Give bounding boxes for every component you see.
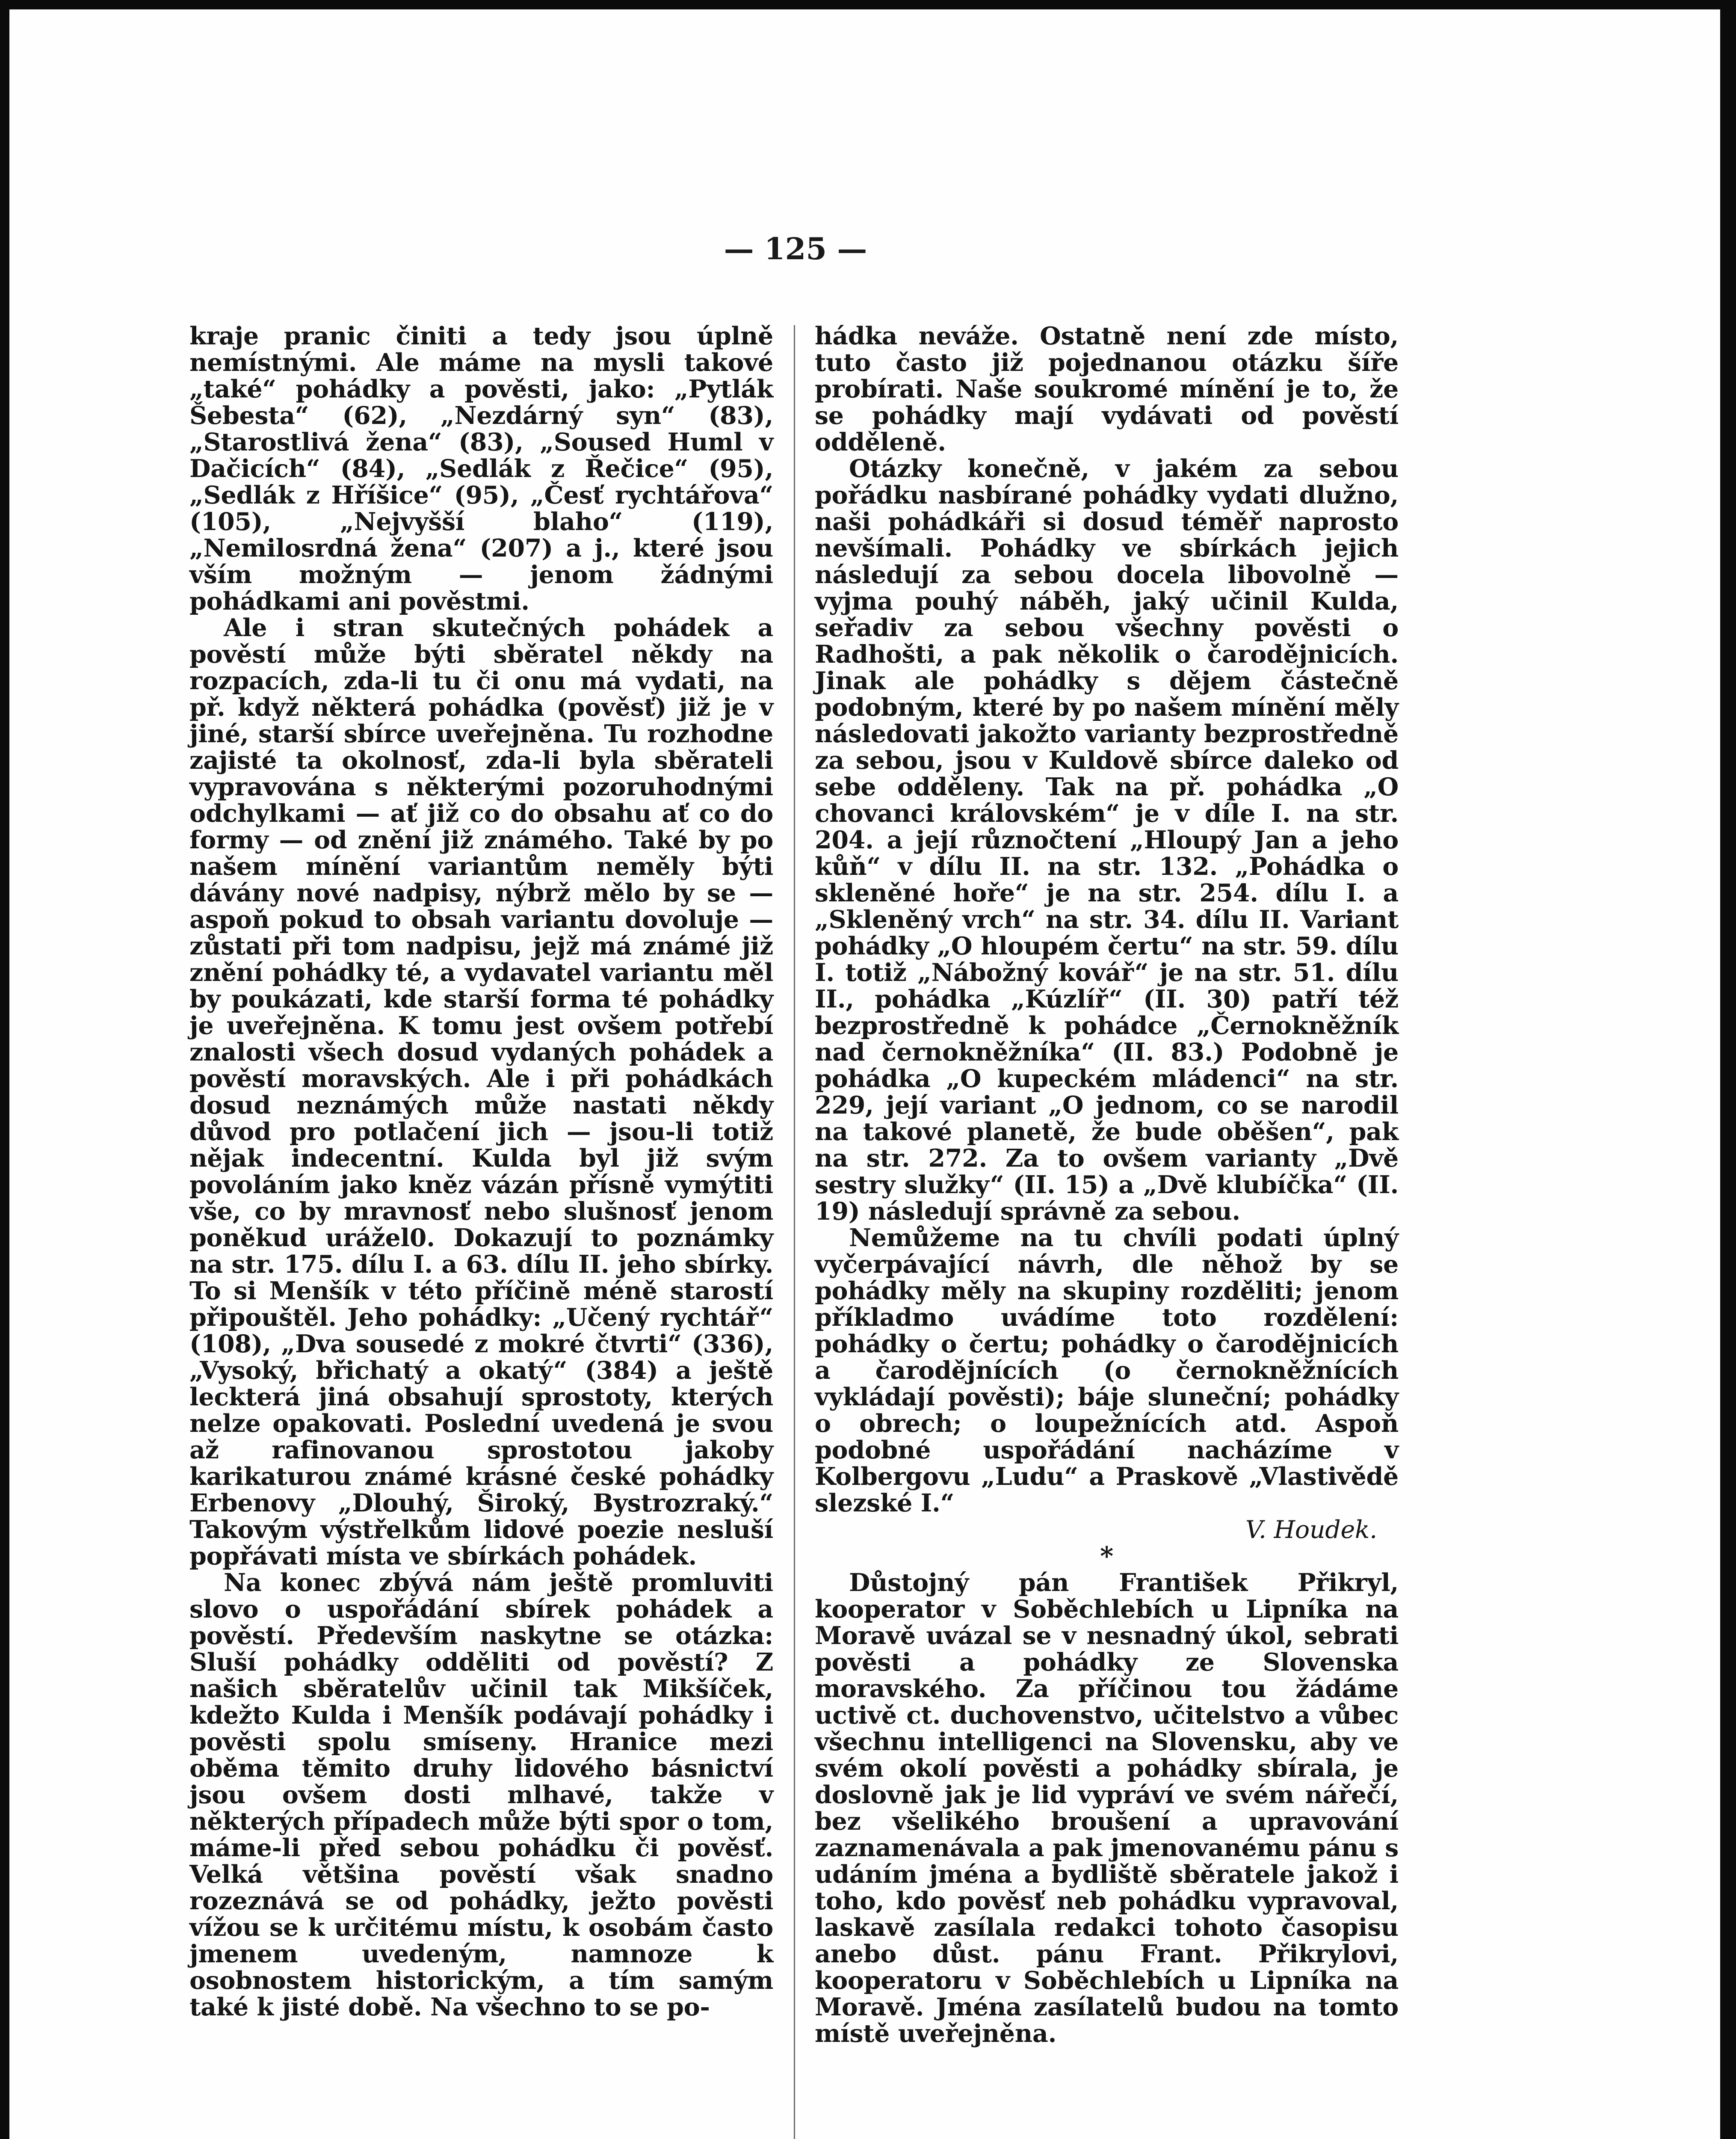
author-signature: V. Houdek. [1245,1516,1377,1544]
right-paragraph-3: Nemůžeme na tu chvíli podati úplný vyčerpávající návrh, dle něhož by se pohádky měly na skupiny rozděliti; jenom příkladmo uvádíme toto rozdělení: pohádky o čertu; pohádky o čarodějnicích a čarodějnících (o černokněžnících vykládají pověsti); báje sluneční; pohádky o obrech; o loupežnících atd. Aspoň podobné uspořádání nacházíme v Kolbergovu „Ludu“ a Praskově „Vlastivědě slezské I.“ [815,1224,1399,1517]
section-asterisk: * [1100,1541,1114,1571]
left-paragraph-3: Na konec zbývá nám ještě promluviti slovo o uspořádání sbírek pohádek a pověstí. Především naskytne se otázka: Sluší pohádky odděliti od pověstí? Z našich sběratelův učinil tak Mikšíček, kdežto Kulda i Menšík podávají pohádky i pověsti spolu smíseny. Hranice mezi oběma těmito druhy lidového básnictví jsou ovšem dosti mlhavé, takže v některých případech může býti spor o tom, máme-li před sebou pohádku či pověsť. Velká většina pověstí však snadno rozeznává se od pohádky, ježto pověsti vížou se k určitému místu, k osobám často jmenem uvedeným, namnoze k osobnostem historickým, a tím samým také k jisté době. Na všechno to se po- [189,1568,773,2021]
column-divider [794,325,795,2139]
right-column [815,323,1399,2047]
right-paragraph-2: Otázky konečně, v jakém za sebou pořádku nasbírané pohádky vydati dlužno, naši pohádkáři si dosud téměř naprosto nevšímali. Pohádky ve sbírkách jejich následují za sebou docela libovolně — vyjma pouhý náběh, jaký učinil Kulda, seřadiv za sebou všechny pověsti o Radhošti, a pak několik o čarodějnicích. Jinak ale pohádky s dějem částečně podobným, které by po našem mínění měly následovati jakožto varianty bezprostředně za sebou, jsou v Kuldově sbírce daleko od sebe odděleny. Tak na př. pohádka „O chovanci královském“ je v díle I. na str. 204. a její různočtení „Hloupý Jan a jeho kůň“ v dílu II. na str. 132. „Pohádka o skleněné hoře“ je na str. 254. dílu I. a „Skleněný vrch“ na str. 34. dílu II. Variant pohádky „O hloupém čertu“ na str. 59. dílu I. totiž „Nábožný kovář“ je na str. 51. dílu II., pohádka „Kúzlíř“ (II. 30) patří též bezprostředně k pohádce „Černokněžník nad černokněžníka“ (II. 83.) Podobně je pohádka „O kupeckém mládenci“ na str. 229, její variant „O jednom, co se narodil na takové planetě, že bude oběšen“, pak na str. 272. Za to ovšem varianty „Dvě sestry služky“ (II. 15) a „Dvě klubíčka“ (II. 19) následují správně za sebou. [815,454,1399,1226]
left-paragraph-2: Ale i stran skutečných pohádek a pověstí může býti sběratel někdy na rozpacích, zda-li tu či onu má vydati, na př. když některá pohádka (pověsť) již je v jiné, starší sbírce uveřejněna. Tu rozhodne zajisté ta okolnosť, zda-li byla sběrateli vypravována s některými pozoruhodnými odchylkami — ať již co do obsahu ať co do formy — od znění již známého. Také by po našem mínění variantům neměly býti dávány nové nadpisy, nýbrž mělo by se — aspoň pokud to obsah variantu dovoluje — zůstati při tom nadpisu, jejž má známé již znění pohádky té, a vydavatel variantu měl by poukázati, kde starší forma té pohádky je uveřejněna. K tomu jest ovšem potřebí znalosti všech dosud vydaných pohádek a pověstí moravských. Ale i při pohádkách dosud neznámých může nastati někdy důvod pro potlačení jich — jsou-li totiž nějak indecentní. Kulda byl již svým povoláním jako kněz vázán přísně vymýtiti vše, co by mravnosť nebo slušnosť jenom poněkud urážel0. Dokazují to poznámky na str. 175. dílu I. a 63. dílu II. jeho sbírky. To si Menšík v této příčině méně starostí připouštěl. Jeho pohádky: „Učený rychtář“ (108), „Dva sousedé z mokré čtvrti“ (336), „Vysoký, břichatý a okatý“ (384) a ještě leckterá jiná obsahují sprostoty, kterých nelze opakovati. Poslední uvedená je svou až rafinovanou sprostotou jakoby karikaturou známé krásné české pohádky Erbenovy „Dlouhý, Široký, Bystrozraký.“ Takovým výstřelkům lidové poezie nesluší popřávati místa ve sbírkách pohádek. [189,613,773,1570]
left-column [189,323,773,2020]
notice-paragraph: Důstojný pán František Přikryl, kooperator v Soběchlebích u Lipníka na Moravě uvázal se v nesnadný úkol, sebrati pověsti a pohádky ze Slovenska moravského. Za příčinou tou žádáme uctivě ct. duchovenstvo, učitelstvo a vůbec všechnu intelligenci na Slovensku, aby ve svém okolí pověsti a pohádky sbírala, je doslovně jak je lid vypráví ve svém nářečí, bez všelikého broušení a upravování zaznamenávala a pak jmenovanému pánu s udáním jména a bydliště sběratele jakož i toho, kdo pověsť neb pohádku vypravoval, laskavě zasílala redakci tohoto časopisu anebo důst. pánu Frant. Přikrylovi, kooperatoru v Soběchlebích u Lipníka na Moravě. Jména zasílatelů budou na tomto místě uveřejněna. [815,1568,1399,2048]
right-paragraph-1: hádka neváže. Ostatně není zde místo, tuto často již pojednanou otázku šíře probírati. Naše soukromé mínění je to, že se pohádky mají vydávati od pověstí odděleně. [815,322,1399,456]
page-number: — 125 — [724,231,867,267]
left-paragraph-1: kraje pranic činiti a tedy jsou úplně nemístnými. Ale máme na mysli takové „také“ pohádky a pověsti, jako: „Pytlák Šebesta“ (62), „Nezdárný syn“ (83), „Starostlivá žena“ (83), „Soused Huml v Dačicích“ (84), „Sedlák z Řečice“ (95), „Sedlák z Hříšice“ (95), „Česť rychtářova“ (105), „Nejvyšší blaho“ (119), „Nemilosrdná žena“ (207) a j., které jsou vším možným — jenom žádnými pohádkami ani pověstmi. [189,322,773,616]
